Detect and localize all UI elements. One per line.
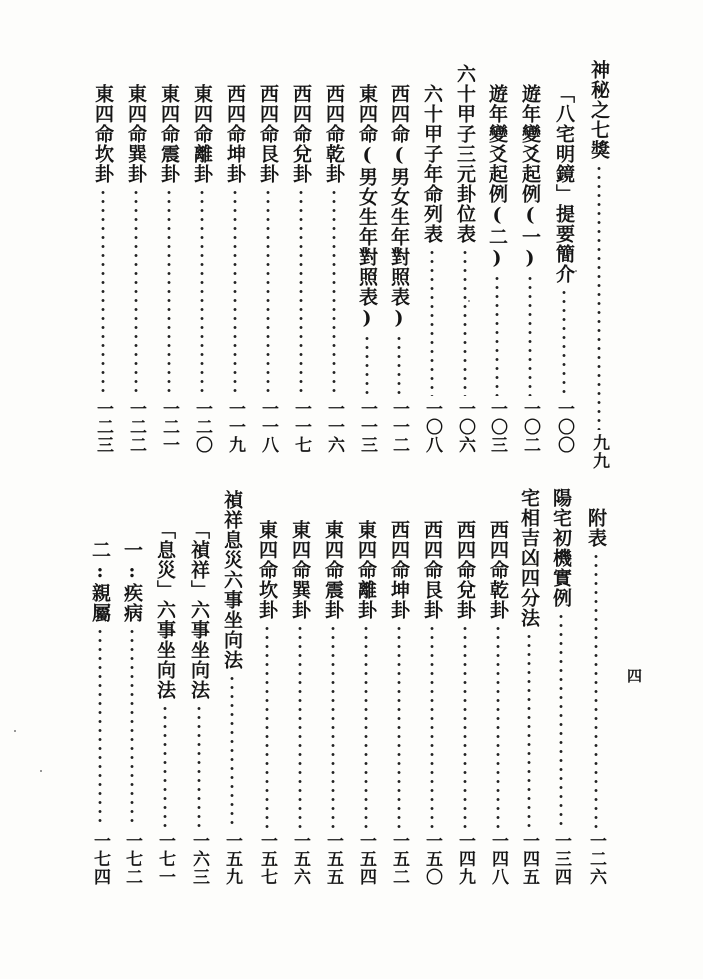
toc-entry: [321, 520, 345, 886]
toc-entry-page: 一〇八: [422, 400, 442, 454]
dot-leader: [299, 188, 303, 396]
dot-leader: [463, 624, 467, 828]
dot-leader: [496, 624, 500, 828]
dot-leader: [559, 612, 563, 828]
toc-entry: [355, 84, 379, 454]
toc-entry: [420, 520, 444, 886]
toc-entry-page: 一〇六: [455, 400, 475, 454]
toc-entry: [91, 84, 115, 454]
dot-leader: [528, 274, 532, 396]
toc-entry-page: 一二三: [93, 400, 113, 454]
toc-entry-page: 一一二: [389, 400, 409, 454]
toc-entry: [288, 520, 312, 886]
toc-entry: [587, 60, 611, 470]
dot-leader: [101, 188, 105, 396]
toc-entry-page: 一六三: [189, 832, 209, 886]
toc-entry-title: 東四命巽卦: [125, 84, 147, 184]
toc-entry: [187, 520, 211, 886]
toc-entry-page: 一〇二: [520, 400, 540, 454]
toc-entry-page: 一五七: [257, 832, 277, 886]
toc-entry-title: 遊年變爻起例(一): [519, 84, 541, 270]
toc-entry-page: 一一七: [291, 400, 311, 454]
toc-entry: [453, 64, 477, 454]
dot-leader: [364, 624, 368, 828]
dot-leader: [397, 624, 401, 828]
toc-entry-title: 西四命艮卦: [421, 520, 443, 620]
toc-entry-title: 東四命坎卦: [92, 84, 114, 184]
dot-leader: [594, 552, 598, 828]
toc-entry-title: 西四命兌卦: [290, 84, 312, 184]
toc-entry-title: 東四命震卦: [158, 84, 180, 184]
toc-entry-title: 西四命(男女生年對照表): [388, 84, 410, 330]
toc-entry: [387, 84, 411, 454]
toc-entry-page: 一二二: [126, 400, 146, 454]
page-number: 四: [625, 668, 643, 683]
scan-speck: [14, 730, 16, 732]
toc-entry-title: 宅相吉凶四分法: [518, 488, 540, 628]
toc-entry-page: 一五六: [290, 832, 310, 886]
dot-leader: [298, 624, 302, 828]
toc-entry-page: 一四五: [519, 832, 539, 886]
dot-leader: [365, 334, 369, 396]
toc-entry-page: 一五五: [323, 832, 343, 886]
toc-entry-title: 禎祥息災六事坐向法: [221, 490, 243, 670]
toc-entry: [190, 84, 214, 454]
toc-entry-title: 遊年變爻起例(二): [486, 84, 508, 270]
toc-entry: [223, 84, 247, 454]
toc-entry: [517, 488, 541, 886]
toc-entry: [420, 84, 444, 454]
toc-entry-page: 一四九: [455, 832, 475, 886]
dot-leader: [230, 674, 234, 828]
dot-leader: [397, 334, 401, 396]
toc-entry-title: 「息災」六事坐向法: [154, 520, 176, 700]
toc-entry: [220, 490, 244, 886]
toc-entry-page: 一七一: [155, 832, 175, 886]
toc-entry-page: 一二〇: [192, 400, 212, 454]
toc-entry: [322, 84, 346, 454]
toc-entry-page: 一一八: [258, 400, 278, 454]
dot-leader: [495, 274, 499, 396]
toc-entry-title: 六十甲子年命列表: [421, 84, 443, 244]
toc-entry-title: 西四命坤卦: [224, 84, 246, 184]
toc-entry-page: 一五〇: [422, 832, 442, 886]
toc-entry: [157, 84, 181, 454]
dot-leader: [331, 624, 335, 828]
toc-entry-title: 「八宅明鏡」提要簡介: [553, 84, 575, 284]
toc-entry-page: 一五二: [389, 832, 409, 886]
toc-entry-page: 一一六: [324, 400, 344, 454]
toc-entry: [256, 84, 280, 454]
dot-leader: [332, 188, 336, 396]
toc-entry-page: 一〇〇: [554, 400, 574, 454]
toc-entry: [518, 84, 542, 454]
toc-entry-title: 二:親屬: [89, 540, 111, 623]
dot-leader: [200, 188, 204, 396]
toc-entry-title: 西四命乾卦: [323, 84, 345, 184]
toc-entry: [124, 84, 148, 454]
toc-entry-page: 一七四: [90, 832, 110, 886]
toc-entry-page: 一二一: [159, 400, 179, 454]
toc-entry-page: 一〇三: [487, 400, 507, 454]
dot-leader: [163, 704, 167, 828]
scan-speck: [40, 770, 42, 772]
dot-leader: [98, 627, 102, 828]
toc-entry-title: 陽宅初機實例: [550, 488, 572, 608]
toc-entry-page: 一四八: [488, 832, 508, 886]
toc-entry: [354, 520, 378, 886]
dot-leader: [463, 248, 467, 396]
toc-entry: [552, 84, 576, 454]
toc-entry-title: 東四命離卦: [355, 520, 377, 620]
toc-entry: [88, 540, 112, 886]
toc-entry-title: 一:疾病: [121, 540, 143, 623]
toc-entry-title: 東四命震卦: [322, 520, 344, 620]
dot-leader: [266, 188, 270, 396]
toc-entry-title: 六十甲子三元卦位表: [454, 64, 476, 244]
dot-leader: [597, 164, 601, 430]
toc-entry-page: 一五九: [222, 832, 242, 886]
dot-leader: [197, 704, 201, 828]
toc-entry-page: 一二六: [586, 832, 606, 886]
toc-entry: [453, 520, 477, 886]
dot-leader: [265, 624, 269, 828]
toc-entry-page: 一七二: [122, 832, 142, 886]
toc-entry-page: 一三四: [551, 832, 571, 886]
toc-entry-title: 東四命離卦: [191, 84, 213, 184]
dot-leader: [233, 188, 237, 396]
toc-entry-title: 東四命(男女生年對照表): [356, 84, 378, 330]
toc-entry-page: 九九: [589, 434, 609, 470]
toc-entry-title: 西四命乾卦: [487, 520, 509, 620]
dot-leader: [167, 188, 171, 396]
toc-entry-page: 一五四: [356, 832, 376, 886]
toc-entry-title: 附表: [585, 508, 607, 548]
toc-entry: [120, 540, 144, 886]
scan-speck: [575, 270, 577, 272]
toc-entry-title: 西四命坤卦: [388, 520, 410, 620]
dot-leader: [134, 188, 138, 396]
dot-leader: [430, 624, 434, 828]
toc-entry-title: 西四命艮卦: [257, 84, 279, 184]
toc-entry: [153, 520, 177, 886]
toc-entry: [486, 520, 510, 886]
scan-speck: [468, 300, 470, 302]
toc-entry: [255, 520, 279, 886]
toc-entry: [549, 488, 573, 886]
toc-entry-title: 東四命巽卦: [289, 520, 311, 620]
dot-leader: [562, 288, 566, 396]
dot-leader: [430, 248, 434, 396]
toc-entry-title: 神秘之七獎: [588, 60, 610, 160]
toc-entry-title: 西四命兌卦: [454, 520, 476, 620]
toc-entry-page: 一一三: [357, 400, 377, 454]
toc-entry: [289, 84, 313, 454]
toc-entry: [485, 84, 509, 454]
toc-entry: [387, 520, 411, 886]
dot-leader: [130, 627, 134, 828]
dot-leader: [527, 632, 531, 828]
toc-entry-title: 東四命坎卦: [256, 520, 278, 620]
toc-entry-title: 「禎祥」六事坐向法: [188, 520, 210, 700]
toc-entry-page: 一一九: [225, 400, 245, 454]
toc-entry: [584, 508, 608, 886]
